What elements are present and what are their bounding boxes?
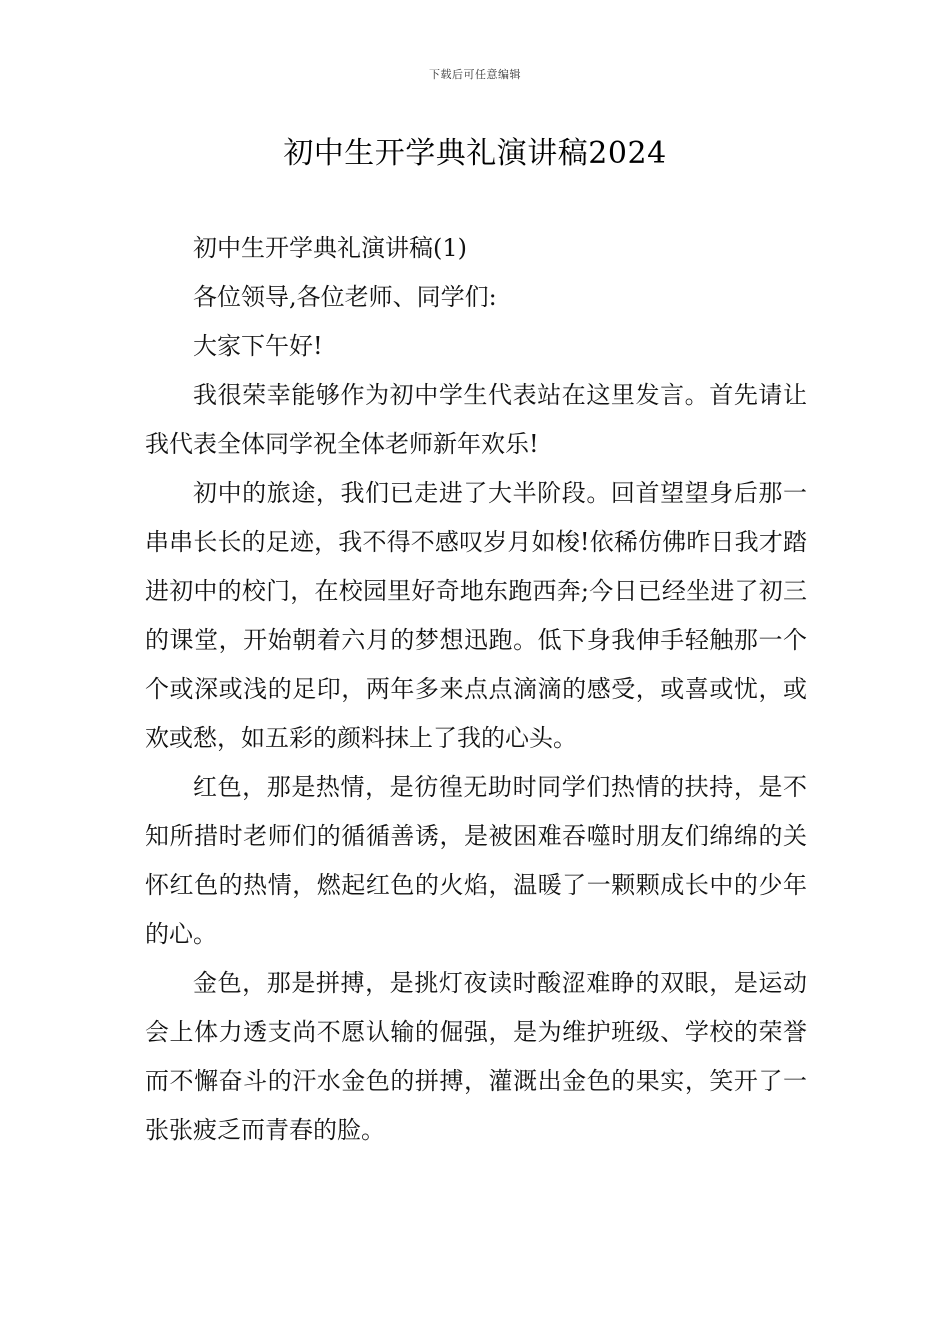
paragraph: 我很荣幸能够作为初中学生代表站在这里发言。首先请让我代表全体同学祝全体老师新年欢乐! xyxy=(145,381,807,458)
paragraph-subtitle: 初中生开学典礼演讲稿(1) xyxy=(193,234,467,262)
header-note: 下载后可任意编辑 xyxy=(429,68,521,81)
paragraph-greeting: 大家下午好! xyxy=(193,332,323,360)
paragraph: 红色，那是热情，是彷徨无助时同学们热情的扶持，是不知所措时老师们的循循善诱，是被困难吞噬时朋友们绵绵的关怀红色的热情，燃起红色的火焰，温暖了一颗颗成长中的少年的心。 xyxy=(145,773,807,948)
document-title: 初中生开学典礼演讲稿2024 xyxy=(283,136,667,171)
paragraph: 金色，那是拼搏，是挑灯夜读时酸涩难睁的双眼，是运动会上体力透支尚不愿认输的倔强，是为维护班级、学校的荣誉而不懈奋斗的汗水金色的拼搏，灌溉出金色的果实，笑开了一张张疲乏而青春的脸。 xyxy=(145,969,807,1144)
paragraph: 初中的旅途，我们已走进了大半阶段。回首望望身后那一串串长长的足迹，我不得不感叹岁月如梭!依稀仿佛昨日我才踏进初中的校门，在校园里好奇地东跑西奔;今日已经坐进了初三的课堂，开始朝着六月的梦想迅跑。低下身我伸手轻触那一个个或深或浅的足印，两年多来点点滴滴的感受，或喜或忧，或欢或愁，如五彩的颜料抹上了我的心头。 xyxy=(145,479,807,752)
paragraph-salutation: 各位领导,各位老师、同学们: xyxy=(193,283,497,311)
document-body xyxy=(145,224,807,1155)
